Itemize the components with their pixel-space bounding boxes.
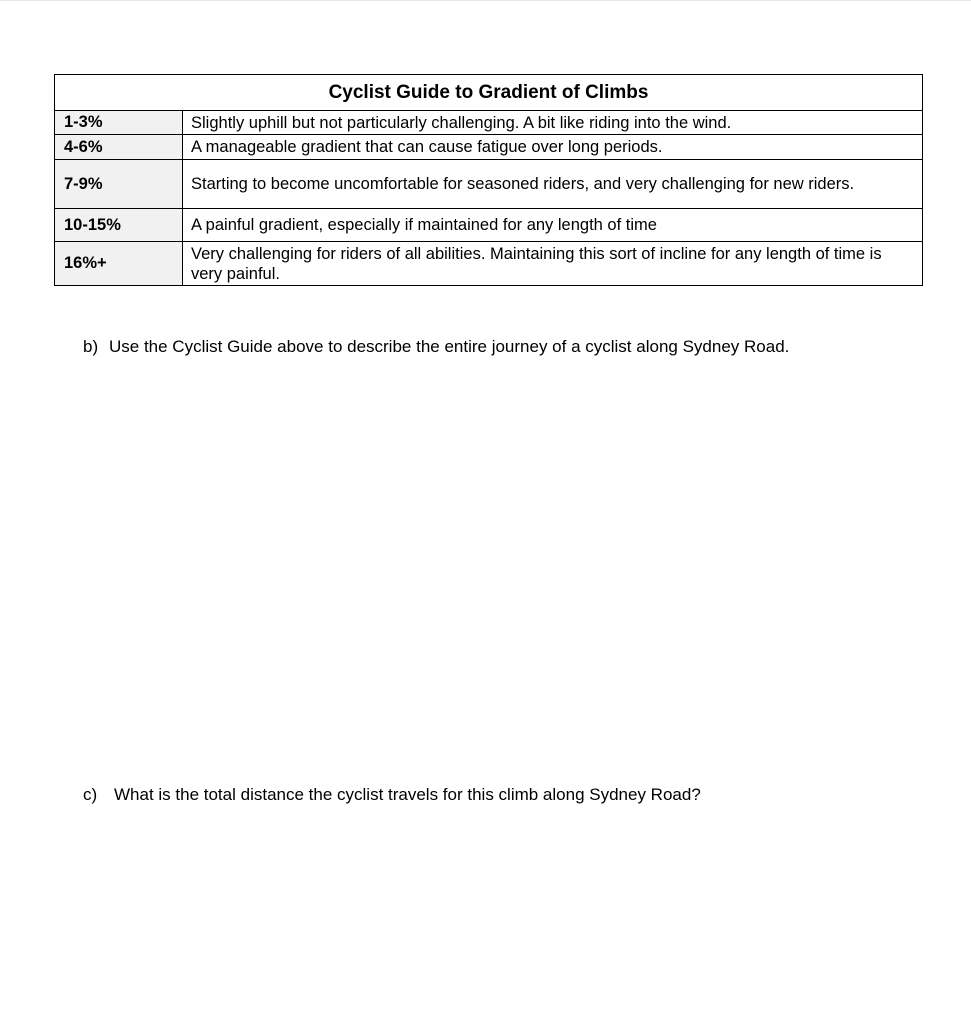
table-row (55, 111, 923, 135)
table-row (55, 160, 923, 209)
question-c-label: c) (83, 785, 98, 804)
table-row (55, 209, 923, 242)
table-row (55, 135, 923, 160)
question-b (83, 337, 789, 357)
gradient-range: 7-9% (55, 160, 183, 209)
gradient-range: 1-3% (55, 111, 183, 135)
question-c (83, 785, 701, 805)
cyclist-guide-table (54, 74, 923, 286)
page-top-rule (0, 0, 971, 1)
gradient-description: Slightly uphill but not particularly challenging. A bit like riding into the wind. (183, 111, 923, 135)
gradient-description: A painful gradient, especially if maintained for any length of time (183, 209, 923, 242)
question-b-text: Use the Cyclist Guide above to describe the entire journey of a cyclist along Sydney Road. (109, 337, 790, 356)
table-title: Cyclist Guide to Gradient of Climbs (55, 75, 923, 111)
gradient-range: 4-6% (55, 135, 183, 160)
table-row (55, 242, 923, 286)
question-c-text: What is the total distance the cyclist travels for this climb along Sydney Road? (114, 785, 701, 804)
question-b-label: b) (83, 337, 99, 356)
table-title-row (55, 75, 923, 111)
gradient-description: A manageable gradient that can cause fatigue over long periods. (183, 135, 923, 160)
gradient-description: Very challenging for riders of all abilities. Maintaining this sort of incline for any length of time is very painful. (183, 242, 923, 286)
gradient-description: Starting to become uncomfortable for seasoned riders, and very challenging for new riders. (183, 160, 923, 209)
gradient-range: 16%+ (55, 242, 183, 286)
gradient-range: 10-15% (55, 209, 183, 242)
